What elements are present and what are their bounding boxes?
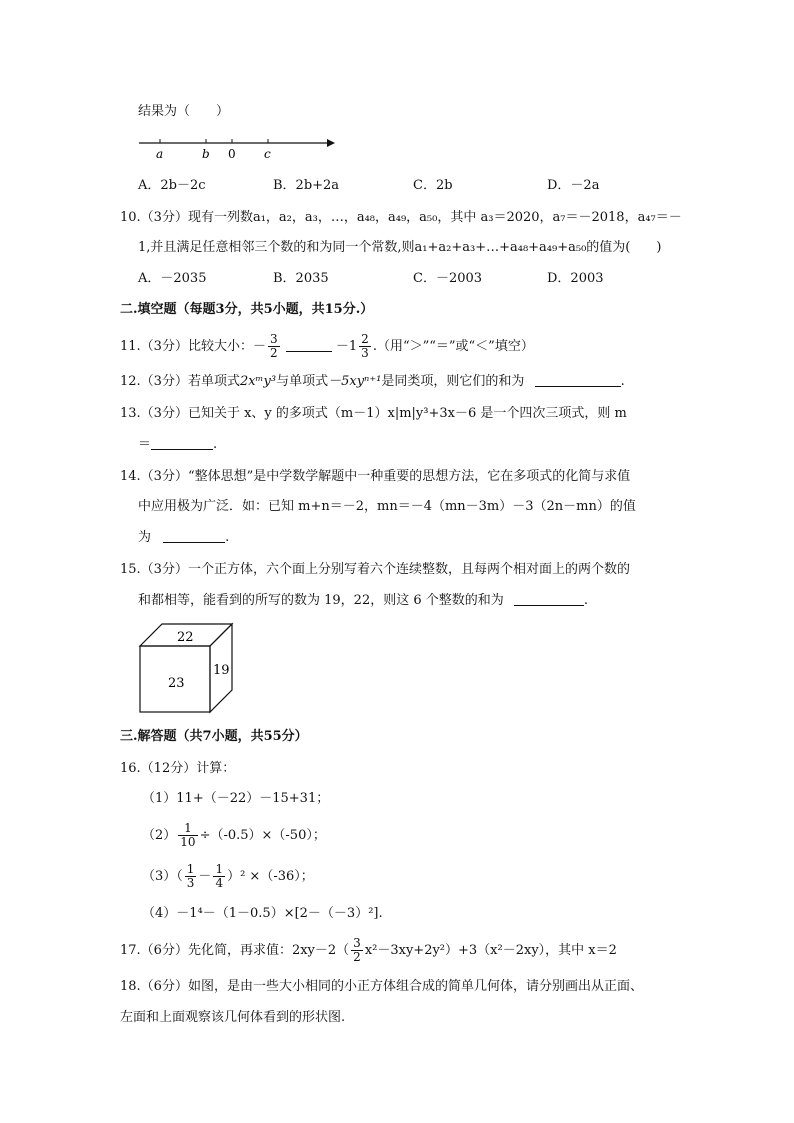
q16-part3-label: （3）（: [142, 869, 183, 884]
q16-part2-label: （2）: [142, 828, 177, 843]
q16-part3: [142, 863, 314, 890]
q16-part2-fraction: [178, 822, 197, 849]
q15-line2: [138, 591, 588, 611]
numberline-label-c: c: [264, 147, 271, 161]
q11-fraction1-denominator: 2: [269, 346, 278, 360]
number-line: [135, 133, 340, 165]
q17-rest: x²－3xy+2y²）+3（x²－2xy），其中 x＝2: [364, 943, 617, 958]
q10-option-d: D．2003: [547, 271, 604, 286]
q12-line: [120, 372, 625, 392]
q11-prefix: 11.（3分）比较大小：: [120, 339, 253, 354]
q11-fraction1-numerator: 3: [269, 332, 278, 346]
q14-line1: 14.（3分）“整体思想”是中学数学解题中一种重要的思想方法，它在多项式的化简与求值: [120, 469, 631, 484]
q14-answer-blank[interactable]: [163, 528, 225, 543]
q16-part1: （1）11+（－22）－15+31；: [142, 791, 330, 806]
cube-top-number: 22: [177, 630, 194, 645]
q13-line2-end: .: [213, 437, 218, 452]
q16-part4: （4）－1⁴－（1－0.5）×[2－（－3）²].: [142, 906, 383, 921]
q12-mid: 与单项式: [276, 374, 329, 389]
q13-answer-blank[interactable]: [151, 435, 213, 450]
q9-option-a: A．2b－2c: [138, 178, 206, 193]
q12-end: .: [620, 374, 625, 389]
q10-option-b: B．2035: [273, 271, 329, 286]
q15-line2-text: 和都相等，能看到的所写的数为 19，22，则这 6 个整数的和为: [138, 593, 504, 608]
q16-part3-denominator1: 3: [186, 876, 195, 890]
q16-part3-fraction1: [185, 863, 197, 890]
q17-fraction: [351, 937, 363, 964]
q16-part2-denominator: 10: [180, 835, 196, 849]
q10-line1: 10.（3分）现有一列数a₁，a₂，a₃，…，a₄₈，a₄₉，a₅₀，其中 a₃＝2020，a₇＝－2018，a₄₇＝－: [120, 210, 682, 225]
q11-line: [120, 333, 534, 360]
q17-numerator: 3: [353, 936, 361, 950]
q16-part3-fraction2: [213, 863, 225, 890]
q12-monomial2: －5xyⁿ⁺¹: [328, 374, 382, 389]
q18-line1: 18.（6分）如图，是由一些大小相同的小正方体组合成的简单几何体，请分别画出从正面、: [120, 979, 643, 994]
q14-line3: [138, 528, 229, 548]
section2-heading: 二.填空题（每题3分，共5小题，共15分.）: [120, 302, 374, 317]
q13-line1: 13.（3分）已知关于 x、y 的多项式（m－1）x|m|y³+3x－6 是一个四次三项式，则 m: [120, 406, 627, 421]
q16-part3-denominator2: 4: [215, 876, 224, 890]
q14-line3-end: .: [225, 530, 230, 545]
q9-tail-text: 结果为（ ）: [138, 104, 230, 119]
q16-part3-numerator2: 1: [215, 862, 224, 876]
q16-part2-numerator: 1: [178, 822, 197, 836]
q9-option-b: B．2b+2a: [273, 178, 340, 193]
q10-line2: 1,并且满足任意相邻三个数的和为同一个常数,则a₁+a₂+a₃+…+a₄₈+a₄₉+a₅₀的值为( ): [138, 240, 662, 255]
section3-heading: 三.解答题（共7小题，共55分）: [120, 729, 308, 744]
q14-line2: 中应用极为广泛．如：已知 m+n＝－2，mn＝－4（mn－3m）－3（2n－mn）的值: [138, 499, 636, 514]
q11-fraction1: [268, 333, 280, 360]
q11-answer-blank[interactable]: [286, 337, 332, 352]
q10-option-a: A．－2035: [138, 271, 207, 286]
q12-prefix: 12.（3分）若单项式: [120, 374, 240, 389]
numberline-label-b: b: [202, 147, 210, 161]
q16-title: 16.（12分）计算：: [120, 761, 236, 776]
q15-line2-end: .: [583, 593, 589, 608]
q17-line: [120, 937, 617, 964]
q15-line1: 15.（3分）一个正方体，六个面上分别写着六个连续整数，且每两个相对面上的两个数的: [120, 562, 630, 577]
arrow-right-icon: [327, 139, 335, 147]
q12-answer-blank[interactable]: [535, 372, 621, 387]
q16-part3-minus: －: [198, 869, 212, 884]
q17-denominator: 2: [353, 950, 361, 964]
q12-monomial1: 2xᵐy³: [239, 374, 277, 389]
q16-part2: [142, 822, 326, 849]
q14-line3-prefix: 为: [138, 530, 152, 545]
q11-mixed-integer: －1: [335, 339, 358, 354]
q15-answer-blank[interactable]: [514, 591, 584, 606]
cube-figure: [136, 620, 238, 716]
q11-fraction2: [359, 333, 371, 360]
cube-side-number: 19: [213, 663, 230, 678]
q11-fraction2-numerator: 2: [361, 332, 369, 346]
q13-line2-prefix: ＝: [138, 437, 152, 452]
q16-part3-rest: ）² ×（-36）；: [227, 869, 314, 884]
q9-option-c: C．2b: [413, 178, 453, 193]
q9-option-d: D．－2a: [547, 178, 600, 193]
q18-line2: 左面和上面观察该几何体看到的形状图.: [120, 1010, 346, 1025]
q16-part3-numerator1: 1: [186, 862, 195, 876]
q16-part2-rest: ÷（-0.5）×（-50）；: [199, 828, 326, 843]
q10-option-c: C．－2003: [413, 271, 483, 286]
q12-suffix: 是同类项，则它们的和为: [381, 374, 525, 389]
q11-suffix: .（用“＞”“＝”或“＜”填空）: [372, 339, 534, 354]
q11-fraction2-denominator: 3: [361, 346, 369, 360]
numberline-label-a: a: [156, 147, 164, 161]
q11-fraction1-sign: －: [252, 339, 266, 354]
cube-front-number: 23: [168, 676, 185, 691]
q17-prefix: 17.（6分）先化简，再求值：2xy－2（: [120, 943, 350, 958]
numberline-label-0: 0: [228, 147, 236, 161]
q13-line2: [138, 435, 217, 455]
